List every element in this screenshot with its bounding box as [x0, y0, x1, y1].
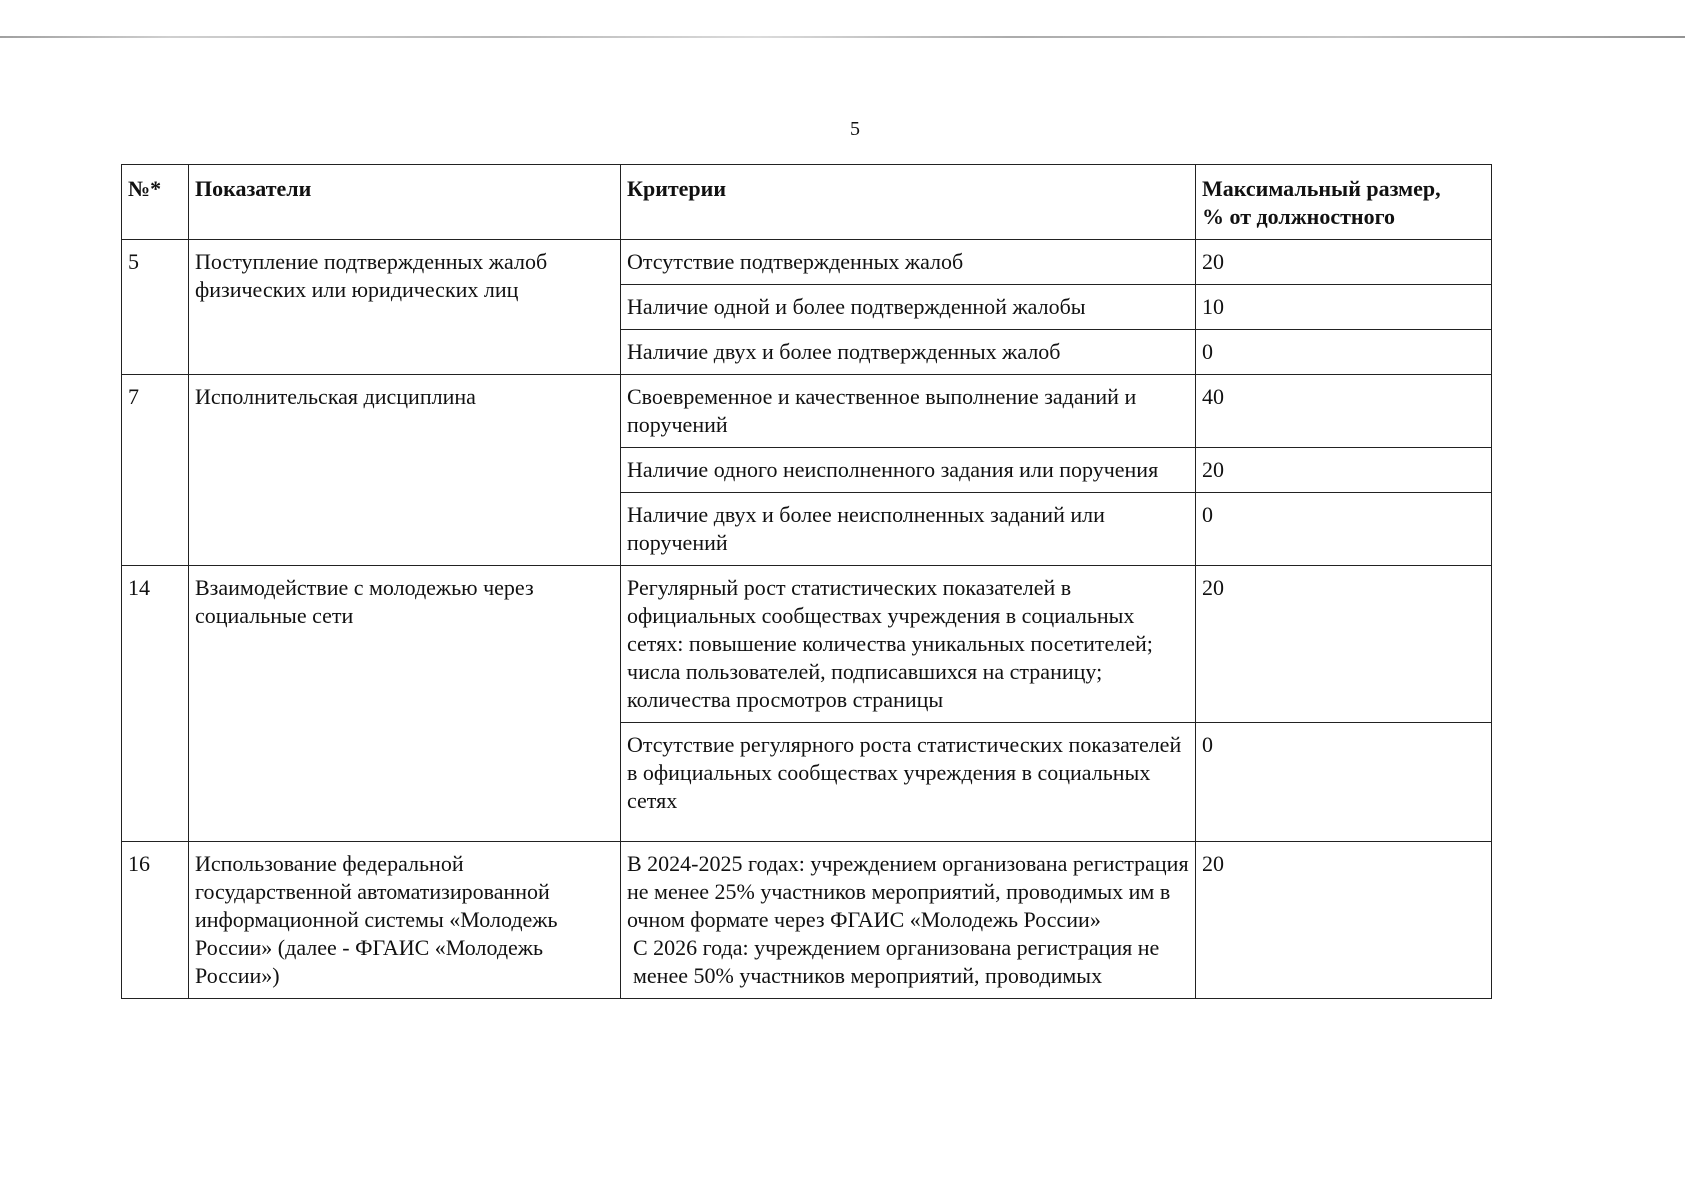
criterion-paragraph: В 2024-2025 годах: учреждением организована регистрация не менее 25% участников мероприятий, проводимых им в очном формате через ФГАИС «Молодежь России» — [627, 851, 1189, 932]
row-criterion — [621, 842, 1196, 999]
table-row — [122, 240, 1492, 285]
header-indicator: Показатели — [189, 165, 621, 240]
row-criterion: Наличие одного неисполненного задания или поручения — [621, 448, 1196, 493]
row-indicator: Поступление подтвержденных жалоб физических или юридических лиц — [189, 240, 621, 375]
row-max: 40 — [1196, 375, 1492, 448]
row-criterion: Наличие одной и более подтвержденной жалобы — [621, 285, 1196, 330]
row-criterion: Наличие двух и более подтвержденных жалоб — [621, 330, 1196, 375]
header-max-line1: Максимальный размер, — [1202, 176, 1441, 201]
table-row — [122, 375, 1492, 448]
page-number: 5 — [850, 118, 860, 140]
row-num: 5 — [122, 240, 189, 375]
row-indicator: Исполнительская дисциплина — [189, 375, 621, 566]
table-row — [122, 842, 1492, 999]
row-criterion: Регулярный рост статистических показателей в официальных сообществах учреждения в социальных сетях: повышение количества уникальных посетителей; числа пользователей, подписавшихся на страницу; количества просмотров страницы — [621, 566, 1196, 723]
row-max: 10 — [1196, 285, 1492, 330]
row-indicator: Взаимодействие с молодежью через социальные сети — [189, 566, 621, 842]
row-num: 14 — [122, 566, 189, 842]
row-num: 7 — [122, 375, 189, 566]
row-num: 16 — [122, 842, 189, 999]
criteria-table — [121, 164, 1492, 999]
criterion-paragraph: С 2026 года: учреждением организована регистрация не менее 50% участников мероприятий, проводимых — [633, 935, 1160, 988]
row-criterion: Своевременное и качественное выполнение заданий и поручений — [621, 375, 1196, 448]
row-criterion: Отсутствие подтвержденных жалоб — [621, 240, 1196, 285]
row-max: 0 — [1196, 330, 1492, 375]
header-max-line2: % от должностного — [1202, 204, 1396, 229]
header-criteria: Критерии — [621, 165, 1196, 240]
scan-artifact-line — [0, 36, 1685, 38]
row-max: 0 — [1196, 723, 1492, 842]
row-criterion: Наличие двух и более неисполненных заданий или поручений — [621, 493, 1196, 566]
row-criterion: Отсутствие регулярного роста статистических показателей в официальных сообществах учреждения в социальных сетях — [621, 723, 1196, 842]
table-row — [122, 566, 1492, 723]
row-max: 20 — [1196, 448, 1492, 493]
row-max: 20 — [1196, 566, 1492, 723]
header-max — [1196, 165, 1492, 240]
header-num: №* — [122, 165, 189, 240]
row-indicator: Использование федеральной государственной автоматизированной информационной системы «Молодежь России» (далее - ФГАИС «Молодежь России») — [189, 842, 621, 999]
row-max: 20 — [1196, 842, 1492, 999]
row-max: 0 — [1196, 493, 1492, 566]
table-header-row — [122, 165, 1492, 240]
row-max: 20 — [1196, 240, 1492, 285]
